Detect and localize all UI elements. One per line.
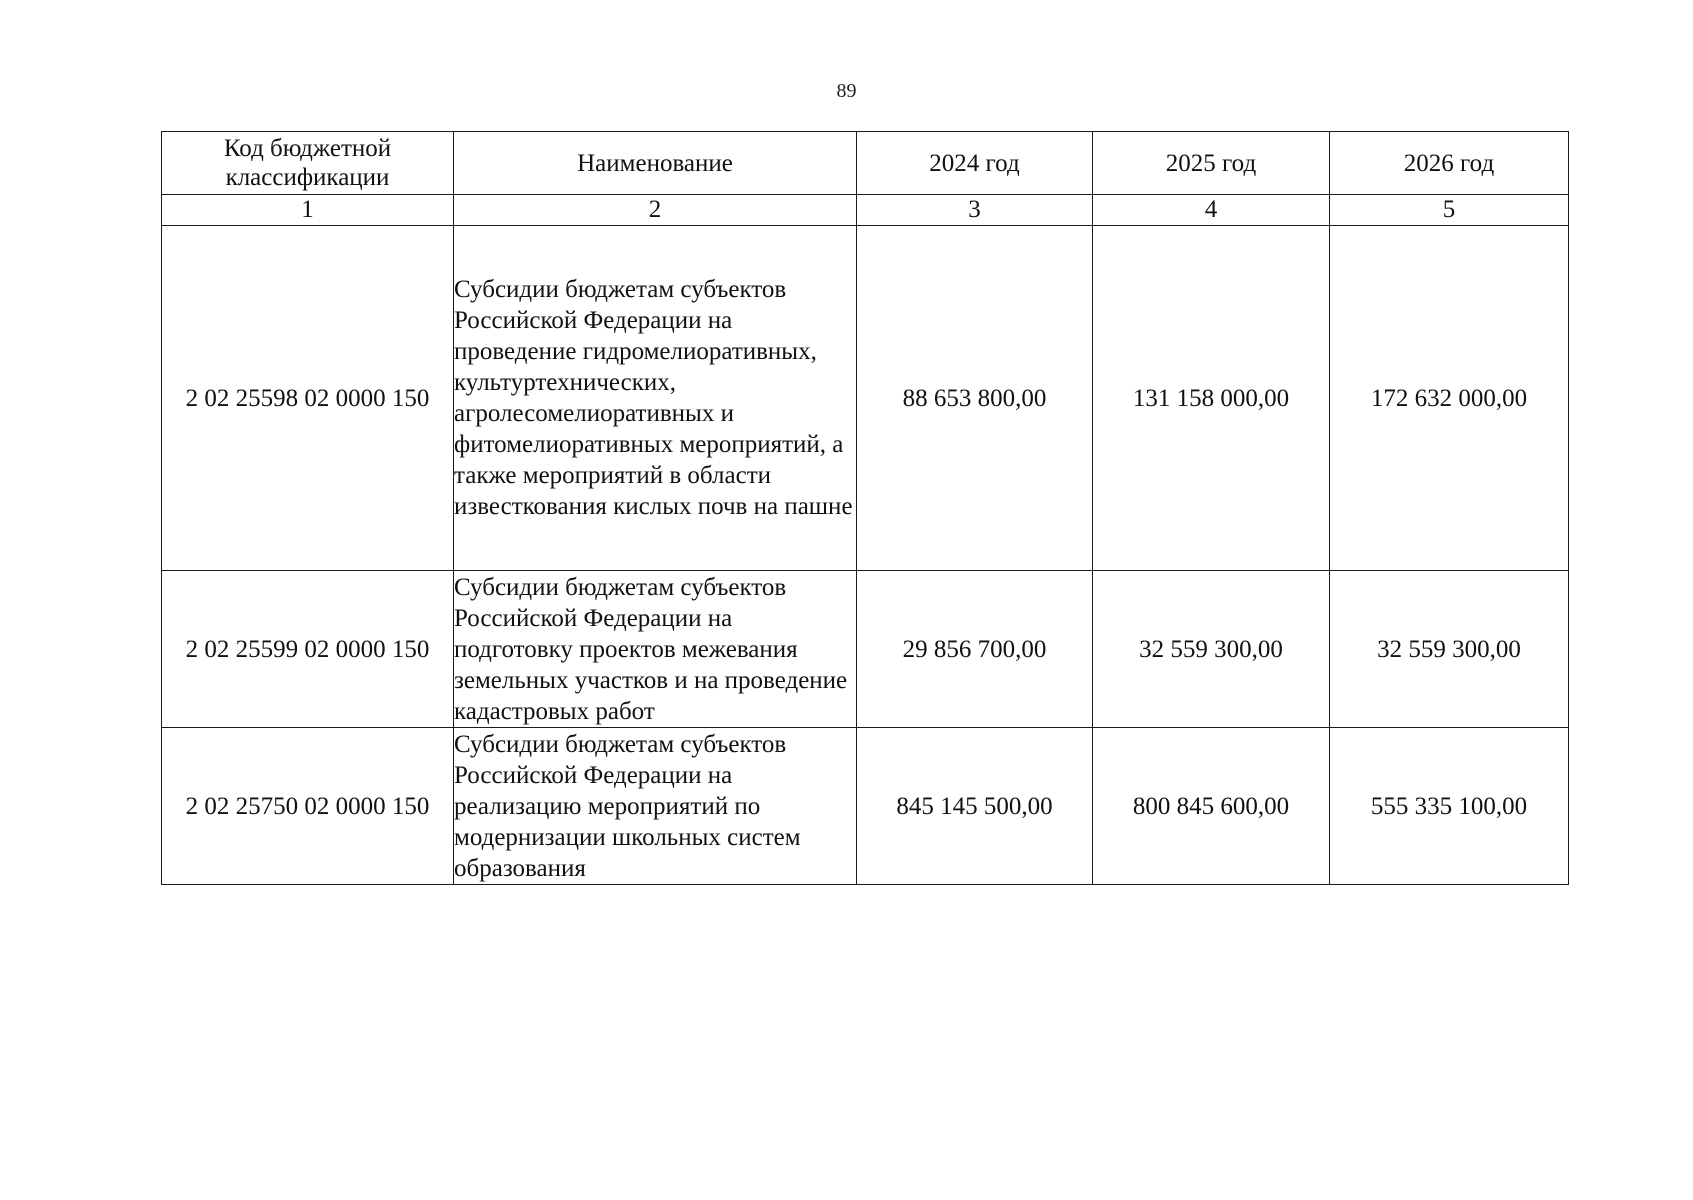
budget-code-cell: 2 02 25599 02 0000 150 (162, 571, 454, 728)
column-number: 3 (857, 195, 1093, 226)
amount-2025-cell: 800 845 600,00 (1093, 728, 1330, 885)
header-code: Код бюджетной классификации (162, 132, 454, 195)
amount-2026-cell: 172 632 000,00 (1330, 226, 1569, 571)
column-number: 1 (162, 195, 454, 226)
amount-2024-cell: 88 653 800,00 (857, 226, 1093, 571)
table-row (162, 226, 1569, 571)
header-year-2025: 2025 год (1093, 132, 1330, 195)
amount-2026-cell: 555 335 100,00 (1330, 728, 1569, 885)
table-row (162, 728, 1569, 885)
amount-2025-cell: 131 158 000,00 (1093, 226, 1330, 571)
header-name: Наименование (454, 132, 857, 195)
amount-2026-cell: 32 559 300,00 (1330, 571, 1569, 728)
page-number: 89 (836, 80, 857, 102)
column-number-row (162, 195, 1569, 226)
amount-2024-cell: 845 145 500,00 (857, 728, 1093, 885)
name-cell: Субсидии бюджетам субъектов Российской Федерации на подготовку проектов межевания земельных участков и на проведение кадастровых работ (454, 571, 857, 728)
table-row (162, 571, 1569, 728)
name-cell: Субсидии бюджетам субъектов Российской Федерации на проведение гидромелиоративных, культуртехнических, агролесомелиоративных и фитомелиоративных мероприятий, а также мероприятий в области известкования кислых почв на пашне (454, 226, 857, 571)
amount-2024-cell: 29 856 700,00 (857, 571, 1093, 728)
column-number: 2 (454, 195, 857, 226)
name-cell: Субсидии бюджетам субъектов Российской Федерации на реализацию мероприятий по модернизации школьных систем образования (454, 728, 857, 885)
budget-code-cell: 2 02 25750 02 0000 150 (162, 728, 454, 885)
budget-table (161, 131, 1569, 885)
column-number: 5 (1330, 195, 1569, 226)
amount-2025-cell: 32 559 300,00 (1093, 571, 1330, 728)
table-header-row (162, 132, 1569, 195)
header-year-2026: 2026 год (1330, 132, 1569, 195)
budget-code-cell: 2 02 25598 02 0000 150 (162, 226, 454, 571)
column-number: 4 (1093, 195, 1330, 226)
header-year-2024: 2024 год (857, 132, 1093, 195)
